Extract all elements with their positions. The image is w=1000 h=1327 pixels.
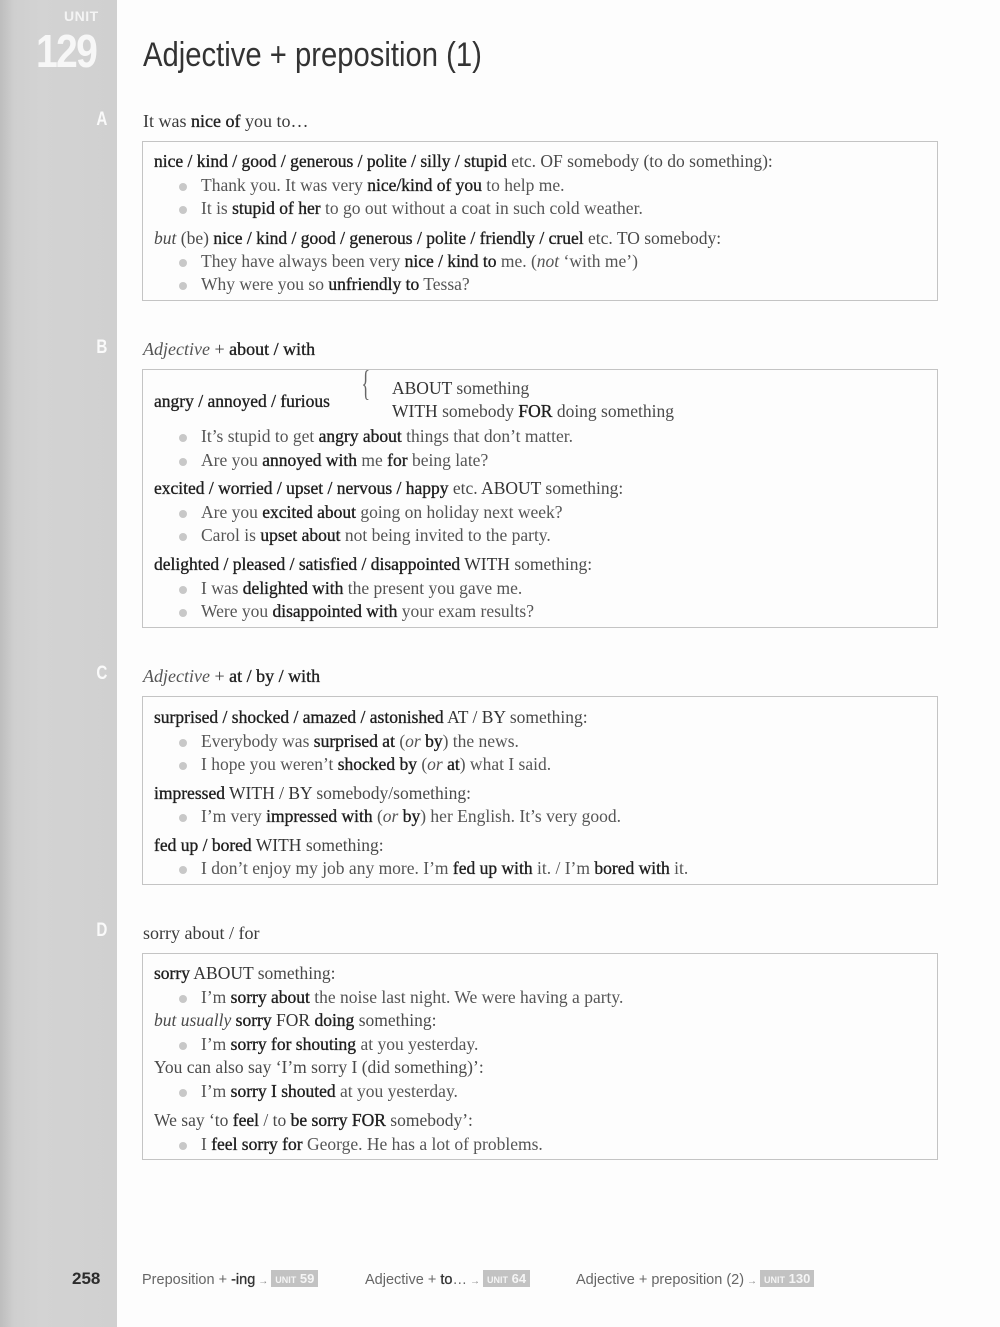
example-item: Are you excited about going on holiday next week?: [201, 502, 563, 522]
section-d-box: [142, 953, 938, 1160]
rule-line: You can also say ‘I’m sorry I (did something)’:: [154, 1057, 484, 1077]
unit-tag: UNIT 64: [483, 1270, 530, 1287]
rule-line: but usually sorry FOR doing something:: [154, 1010, 437, 1030]
rule-line: fed up / bored WITH something:: [154, 835, 384, 855]
example-item: I’m very impressed with (or by) her English. It’s very good.: [201, 806, 621, 826]
example-item: I’m sorry for shouting at you yesterday.: [201, 1034, 479, 1054]
footer-link-unit-59[interactable]: Preposition + -ing → UNIT 59: [142, 1270, 318, 1288]
rule-line: but (be) nice / kind / good / generous / polite / friendly / cruel etc. TO somebody:: [154, 228, 722, 248]
section-b-heading: Adjective + about / with: [143, 339, 316, 359]
rule-line: We say ‘to feel / to be sorry FOR somebody’:: [154, 1110, 473, 1130]
rule-line: nice / kind / good / generous / polite / silly / stupid etc. OF somebody (to do something):: [154, 151, 773, 171]
section-a-heading: It was nice of you to…: [143, 111, 309, 131]
example-item: I’m sorry I shouted at you yesterday.: [201, 1081, 458, 1101]
footer-link-unit-64[interactable]: Adjective + to… → UNIT 64: [365, 1270, 530, 1288]
example-item: Everybody was surprised at (or by) the news.: [201, 731, 519, 751]
example-item: I don’t enjoy my job any more. I’m fed up with it. / I’m bored with it.: [201, 858, 689, 878]
example-item: It’s stupid to get angry about things that don’t matter.: [201, 426, 574, 446]
example-item: I was delighted with the present you gave me.: [201, 578, 523, 598]
example-item: It is stupid of her to go out without a coat in such cold weather.: [201, 198, 643, 218]
unit-label: UNIT: [64, 8, 99, 24]
section-letter-c: C: [96, 663, 108, 684]
section-d-heading: sorry about / for: [143, 923, 260, 943]
rule-line: surprised / shocked / amazed / astonished AT / BY something:: [154, 707, 588, 727]
example-item: I feel sorry for George. He has a lot of problems.: [201, 1134, 543, 1154]
example-item: Carol is upset about not being invited to the party.: [201, 525, 551, 545]
example-item: Were you disappointed with your exam results?: [201, 601, 534, 621]
page-number: 258: [72, 1269, 101, 1288]
example-item: Are you annoyed with me for being late?: [201, 450, 489, 470]
section-a-box: [142, 141, 938, 301]
example-item: They have always been very nice / kind to me. (not ‘with me’): [201, 251, 638, 271]
footer-link-unit-130[interactable]: Adjective + preposition (2) → UNIT 130: [576, 1270, 814, 1288]
rule-line: sorry ABOUT something:: [154, 963, 336, 983]
section-c-box: [142, 696, 938, 885]
unit-sidebar: [0, 0, 117, 1327]
example-item: I hope you weren’t shocked by (or at) what I said.: [201, 754, 552, 774]
section-c-heading: Adjective + at / by / with: [143, 666, 321, 686]
example-item: I’m sorry about the noise last night. We were having a party.: [201, 987, 624, 1007]
rule-line: impressed WITH / BY somebody/something:: [154, 783, 471, 803]
rule-line: excited / worried / upset / nervous / happy etc. ABOUT something:: [154, 478, 624, 498]
rule-line: WITH somebody FOR doing something: [392, 401, 674, 421]
example-item: Thank you. It was very nice/kind of you to help me.: [201, 175, 565, 195]
unit-number: 129: [36, 25, 97, 77]
rule-line: delighted / pleased / satisfied / disappointed WITH something:: [154, 554, 593, 574]
arrow-right-icon: →: [747, 1276, 758, 1287]
section-b-box: [142, 363, 938, 628]
page-title: Adjective + preposition (1): [143, 36, 482, 74]
unit-tag: UNIT 130: [760, 1270, 814, 1287]
example-item: Why were you so unfriendly to Tessa?: [201, 274, 470, 294]
rule-line: ABOUT something: [392, 378, 530, 398]
section-letter-b: B: [96, 337, 108, 358]
rule-line: angry / annoyed / furious: [154, 391, 330, 411]
arrow-right-icon: →: [258, 1276, 269, 1287]
section-letter-a: A: [96, 109, 108, 130]
arrow-right-icon: →: [469, 1276, 480, 1287]
brace-icon: {: [361, 363, 370, 403]
unit-tag: UNIT 59: [271, 1270, 318, 1287]
section-letter-d: D: [96, 920, 108, 941]
